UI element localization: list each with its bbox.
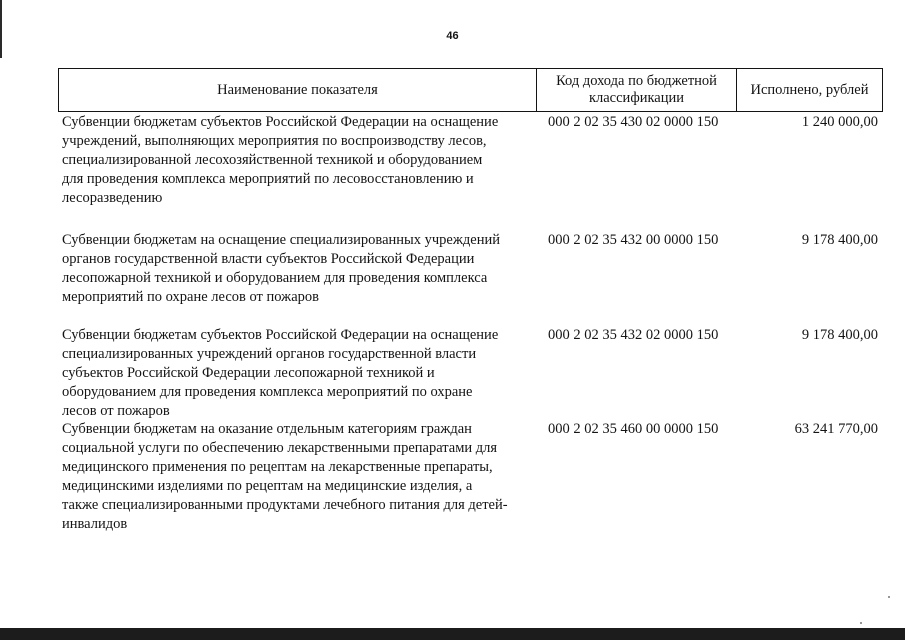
header-code <box>537 69 737 111</box>
row-name-line: Субвенции бюджетам субъектов Российской Федерации на оснащение <box>62 114 499 130</box>
row-name-line: медицинского применения по рецептам на лекарственные препараты, <box>62 459 493 475</box>
row-sum: 9 178 400,00 <box>801 232 878 248</box>
row-sum: 63 241 770,00 <box>794 421 878 437</box>
header-code-line: классификации <box>588 90 685 106</box>
row-name-line: специализированной лесохозяйственной техникой и оборудованием <box>62 152 483 168</box>
row-name-line: оборудованием для проведения комплекса мероприятий по охране <box>62 384 473 400</box>
row-name <box>58 228 536 323</box>
row-sum: 9 178 400,00 <box>801 327 878 343</box>
row-name-line: мероприятий по охране лесов от пожаров <box>62 289 319 305</box>
row-code: 000 2 02 35 432 02 0000 150 <box>548 327 719 343</box>
row-sum: 1 240 000,00 <box>801 114 878 130</box>
header-name: Наименование показателя <box>59 69 537 111</box>
scan-left-edge <box>0 0 2 58</box>
row-name-line: лесов от пожаров <box>62 403 170 419</box>
row-name-line: медицинскими изделиями по рецептам на медицинские изделия, а <box>62 478 473 494</box>
row-name-line: учреждений, выполняющих мероприятия по воспроизводству лесов, <box>62 133 487 149</box>
scan-speck <box>860 622 862 624</box>
row-name-line: инвалидов <box>62 516 128 532</box>
table-row <box>58 112 881 228</box>
row-name-line: лесоразведению <box>62 190 163 206</box>
row-name-line: субъектов Российской Федерации лесопожарной техникой и <box>62 365 435 381</box>
table-header-row <box>58 68 883 112</box>
row-name-line: для проведения комплекса мероприятий по лесовосстановлению и <box>62 171 474 187</box>
row-name-line: лесопожарной техникой и оборудованием для проведения комплекса <box>62 270 488 286</box>
row-name-line: органов государственной власти субъектов Российской Федерации <box>62 251 475 267</box>
row-name <box>58 418 536 548</box>
table-row <box>58 228 881 323</box>
table-row <box>58 323 881 418</box>
row-name-line: специализированных учреждений органов государственной власти <box>62 346 477 362</box>
row-name-line: социальной услуги по обеспечению лекарственными препаратами для <box>62 440 498 456</box>
row-code: 000 2 02 35 430 02 0000 150 <box>548 114 719 130</box>
row-name-line: Субвенции бюджетам на оснащение специализированных учреждений <box>62 232 500 248</box>
scan-bottom-band <box>0 628 905 640</box>
table-row <box>58 418 881 548</box>
row-name-line: также специализированными продуктами лечебного питания для детей- <box>62 497 508 513</box>
header-sum: Исполнено, рублей <box>750 81 869 98</box>
row-name-line: Субвенции бюджетам субъектов Российской Федерации на оснащение <box>62 327 499 343</box>
scan-speck <box>888 596 890 598</box>
header-code-line: Код дохода по бюджетной <box>556 73 717 89</box>
row-name <box>58 323 536 418</box>
page-number: 46 <box>446 30 459 42</box>
row-name-line: Субвенции бюджетам на оказание отдельным категориям граждан <box>62 421 472 437</box>
row-code: 000 2 02 35 432 00 0000 150 <box>548 232 719 248</box>
row-name <box>58 112 536 228</box>
budget-table <box>58 68 883 532</box>
row-code: 000 2 02 35 460 00 0000 150 <box>548 421 719 437</box>
